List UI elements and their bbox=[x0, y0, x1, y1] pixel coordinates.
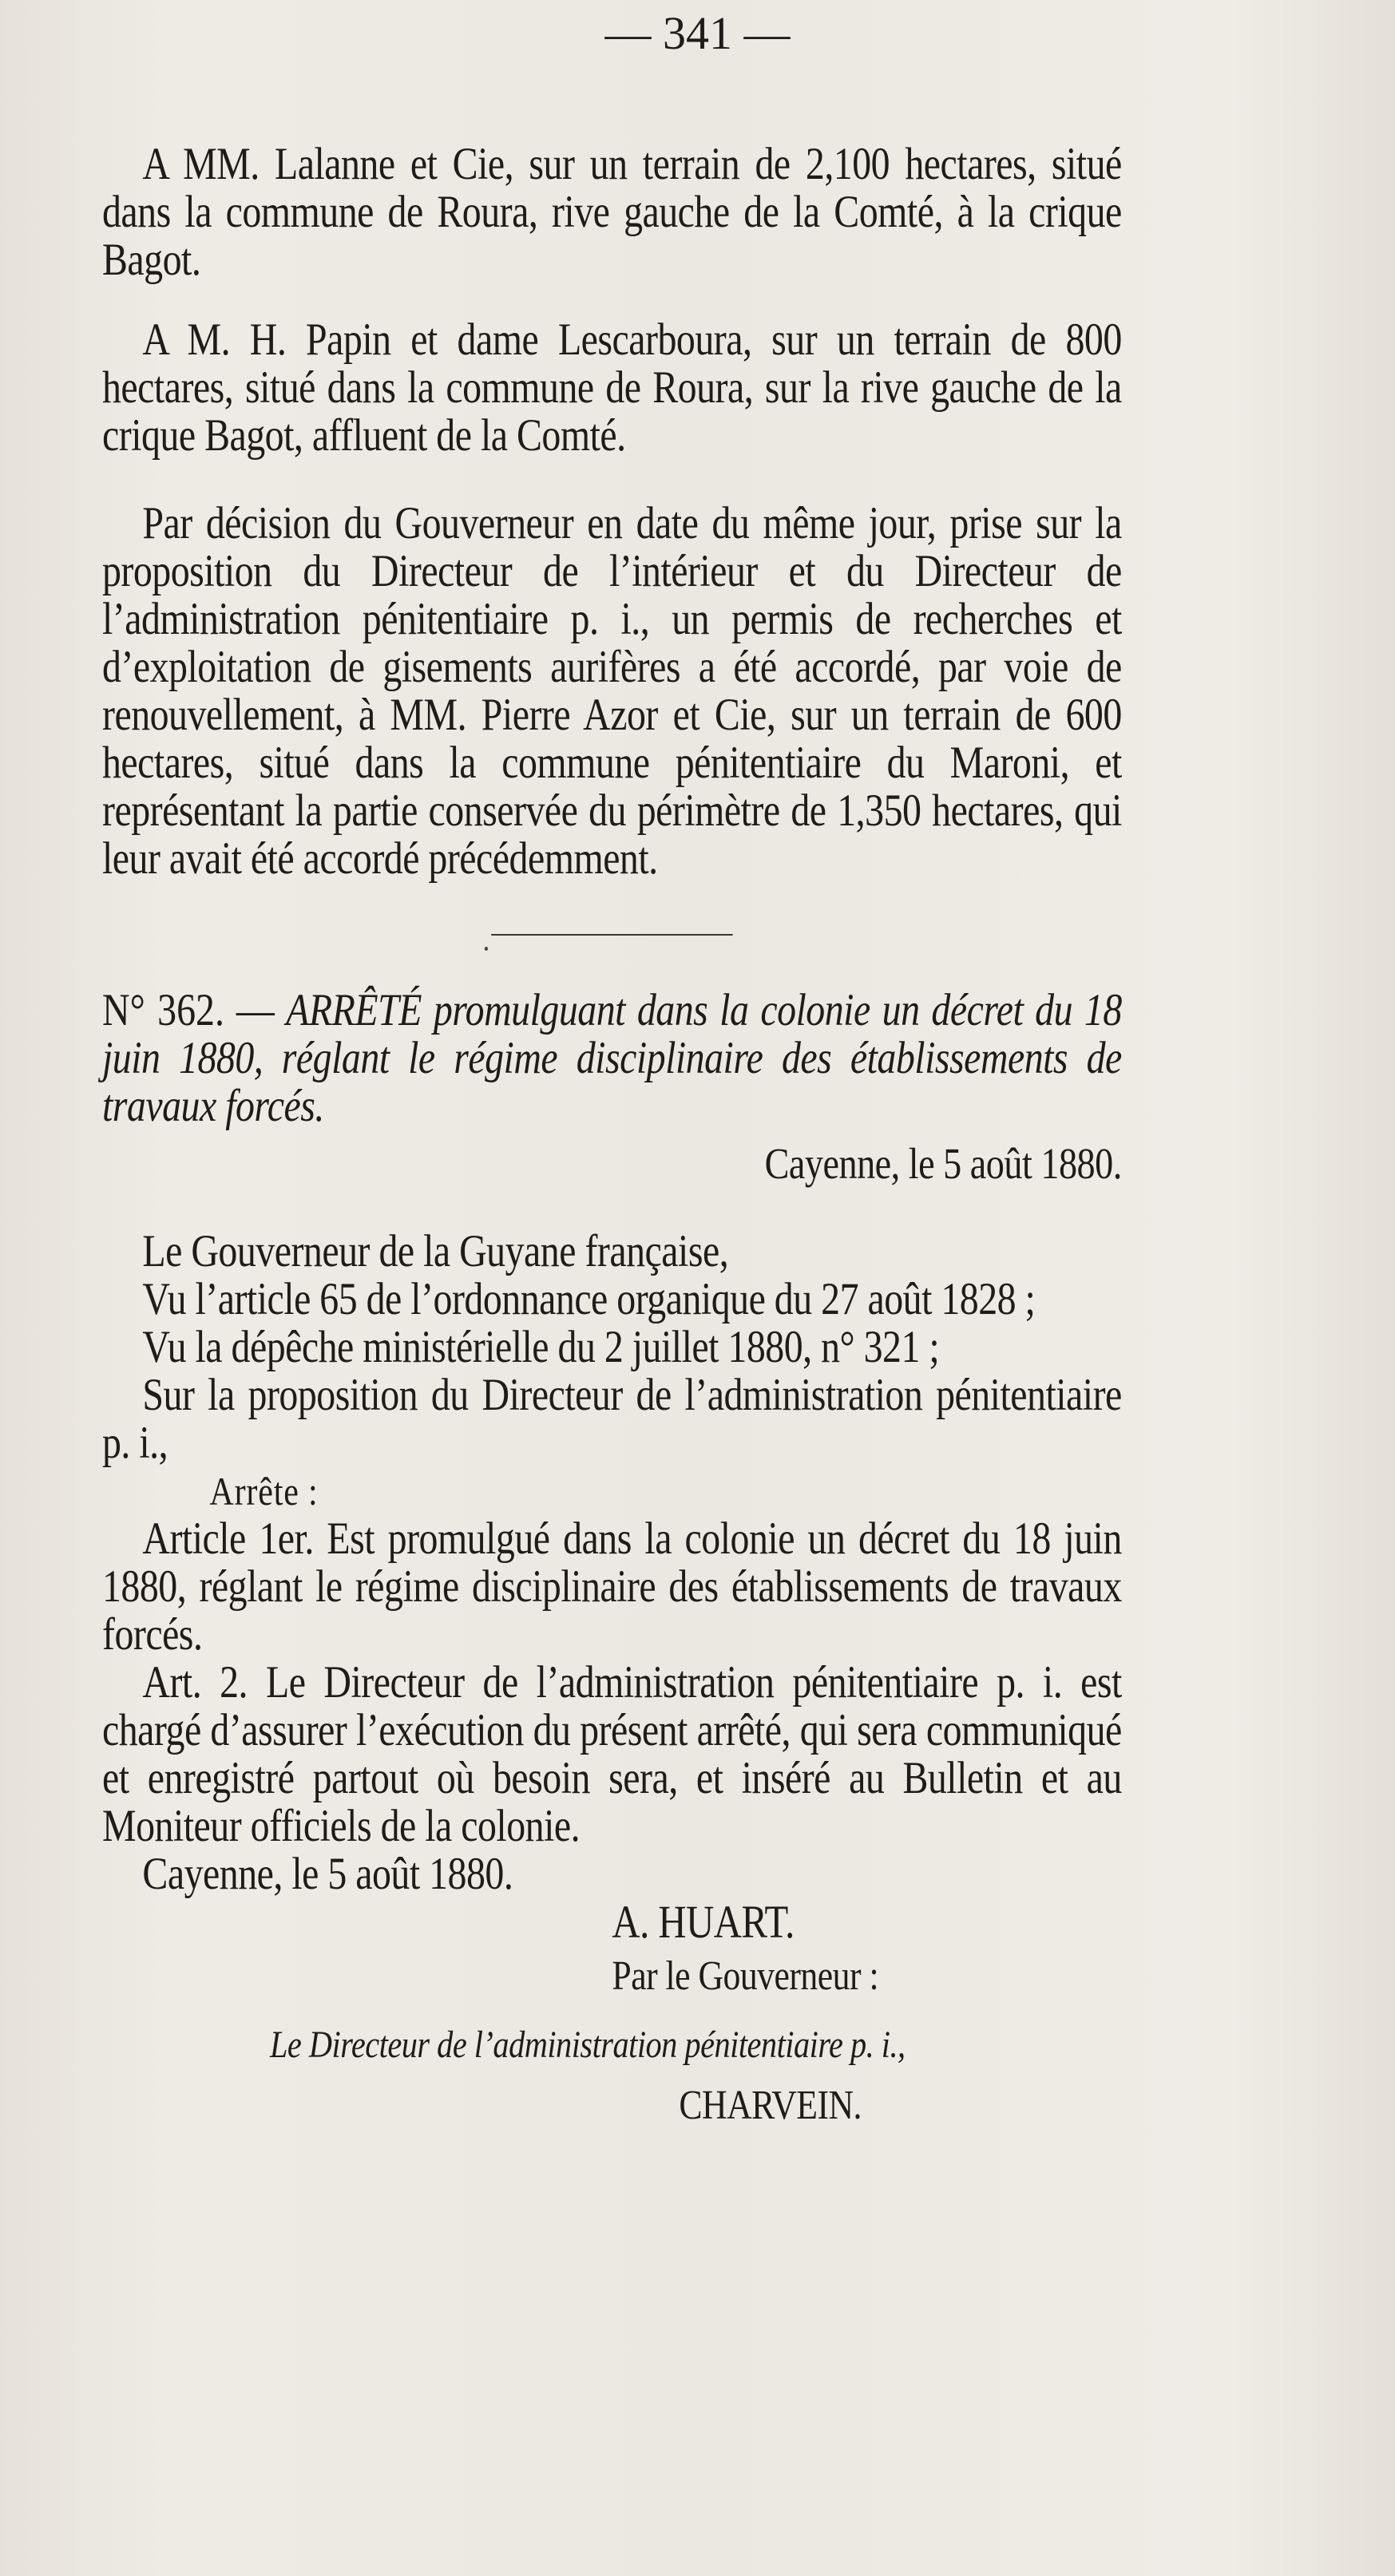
page-number: — 341 — bbox=[604, 7, 791, 59]
section-heading-block bbox=[102, 987, 1122, 1188]
arrete-line: Arrête : bbox=[209, 1469, 319, 1514]
signature-director: Le Directeur de l’administration pénitentiaire p. i., bbox=[270, 2024, 906, 2066]
governor-intro: Le Gouverneur de la Guyane française, bbox=[142, 1226, 729, 1276]
paragraph-3: Par décision du Gouverneur en date du même jour, prise sur la proposition du Directeur de l’intérieur et du Directeur de l’administration pénitentiaire p. i., un permis de recherches et d’exploitation de gisements aurifères a été accordé, par voie de renouvellement, à MM. Pierre Azor et Cie, sur un terrain de 600 hectares, situé dans la commune pénitentiaire du Maroni, et représentant la partie conservée du périmètre de 1,350 hectares, qui leur avait été accordé précédemment. bbox=[102, 498, 1122, 884]
section-number: N° 362. bbox=[102, 985, 224, 1035]
signature-name-2: CHARVEIN. bbox=[679, 2083, 862, 2128]
date-line: Cayenne, le 5 août 1880. bbox=[764, 1139, 1122, 1188]
vu-line-1: Vu l’article 65 de l’ordonnance organique du 27 août 1828 ; bbox=[142, 1274, 1036, 1324]
section-heading bbox=[102, 987, 1122, 1130]
vu-line-2: Vu la dépêche ministérielle du 2 juillet 1880, n° 321 ; bbox=[142, 1322, 940, 1372]
section-title: ARRÊTÉ promulguant dans la colonie un décret du 18 juin 1880, réglant le régime disciplinaire des établissements de travaux forcés. bbox=[102, 985, 1122, 1131]
signature-role: Par le Gouverneur : bbox=[612, 1953, 879, 1999]
article-2: Art. 2. Le Directeur de l’administration pénitentiaire p. i. est chargé d’assurer l’exécution du présent arrêté, qui sera communiqué et enregistré partout où besoin sera, et inséré au Bulletin et au Moniteur officiels de la colonie. bbox=[102, 1657, 1122, 1851]
closing-date: Cayenne, le 5 août 1880. bbox=[142, 1849, 513, 1899]
article-1: Article 1er. Est promulgué dans la colonie un décret du 18 juin 1880, réglant le régime disciplinaire des établissements de travaux forcés. bbox=[102, 1514, 1122, 1660]
document-body bbox=[102, 140, 1122, 2130]
section-divider bbox=[491, 934, 732, 936]
sur-line: Sur la proposition du Directeur de l’administration pénitentiaire p. i., bbox=[102, 1370, 1122, 1468]
section-heading-dash: — bbox=[224, 985, 287, 1035]
paragraph-1: A MM. Lalanne et Cie, sur un terrain de 2,100 hectares, situé dans la commune de Roura, rive gauche de la Comté, à la crique Bagot. bbox=[102, 139, 1122, 285]
signature-name-1: A. HUART. bbox=[612, 1896, 795, 1948]
paragraph-2: A M. H. Papin et dame Lescarboura, sur un terrain de 800 hectares, situé dans la commune de Roura, sur la rive gauche de la crique Bagot, affluent de la Comté. bbox=[102, 315, 1122, 461]
